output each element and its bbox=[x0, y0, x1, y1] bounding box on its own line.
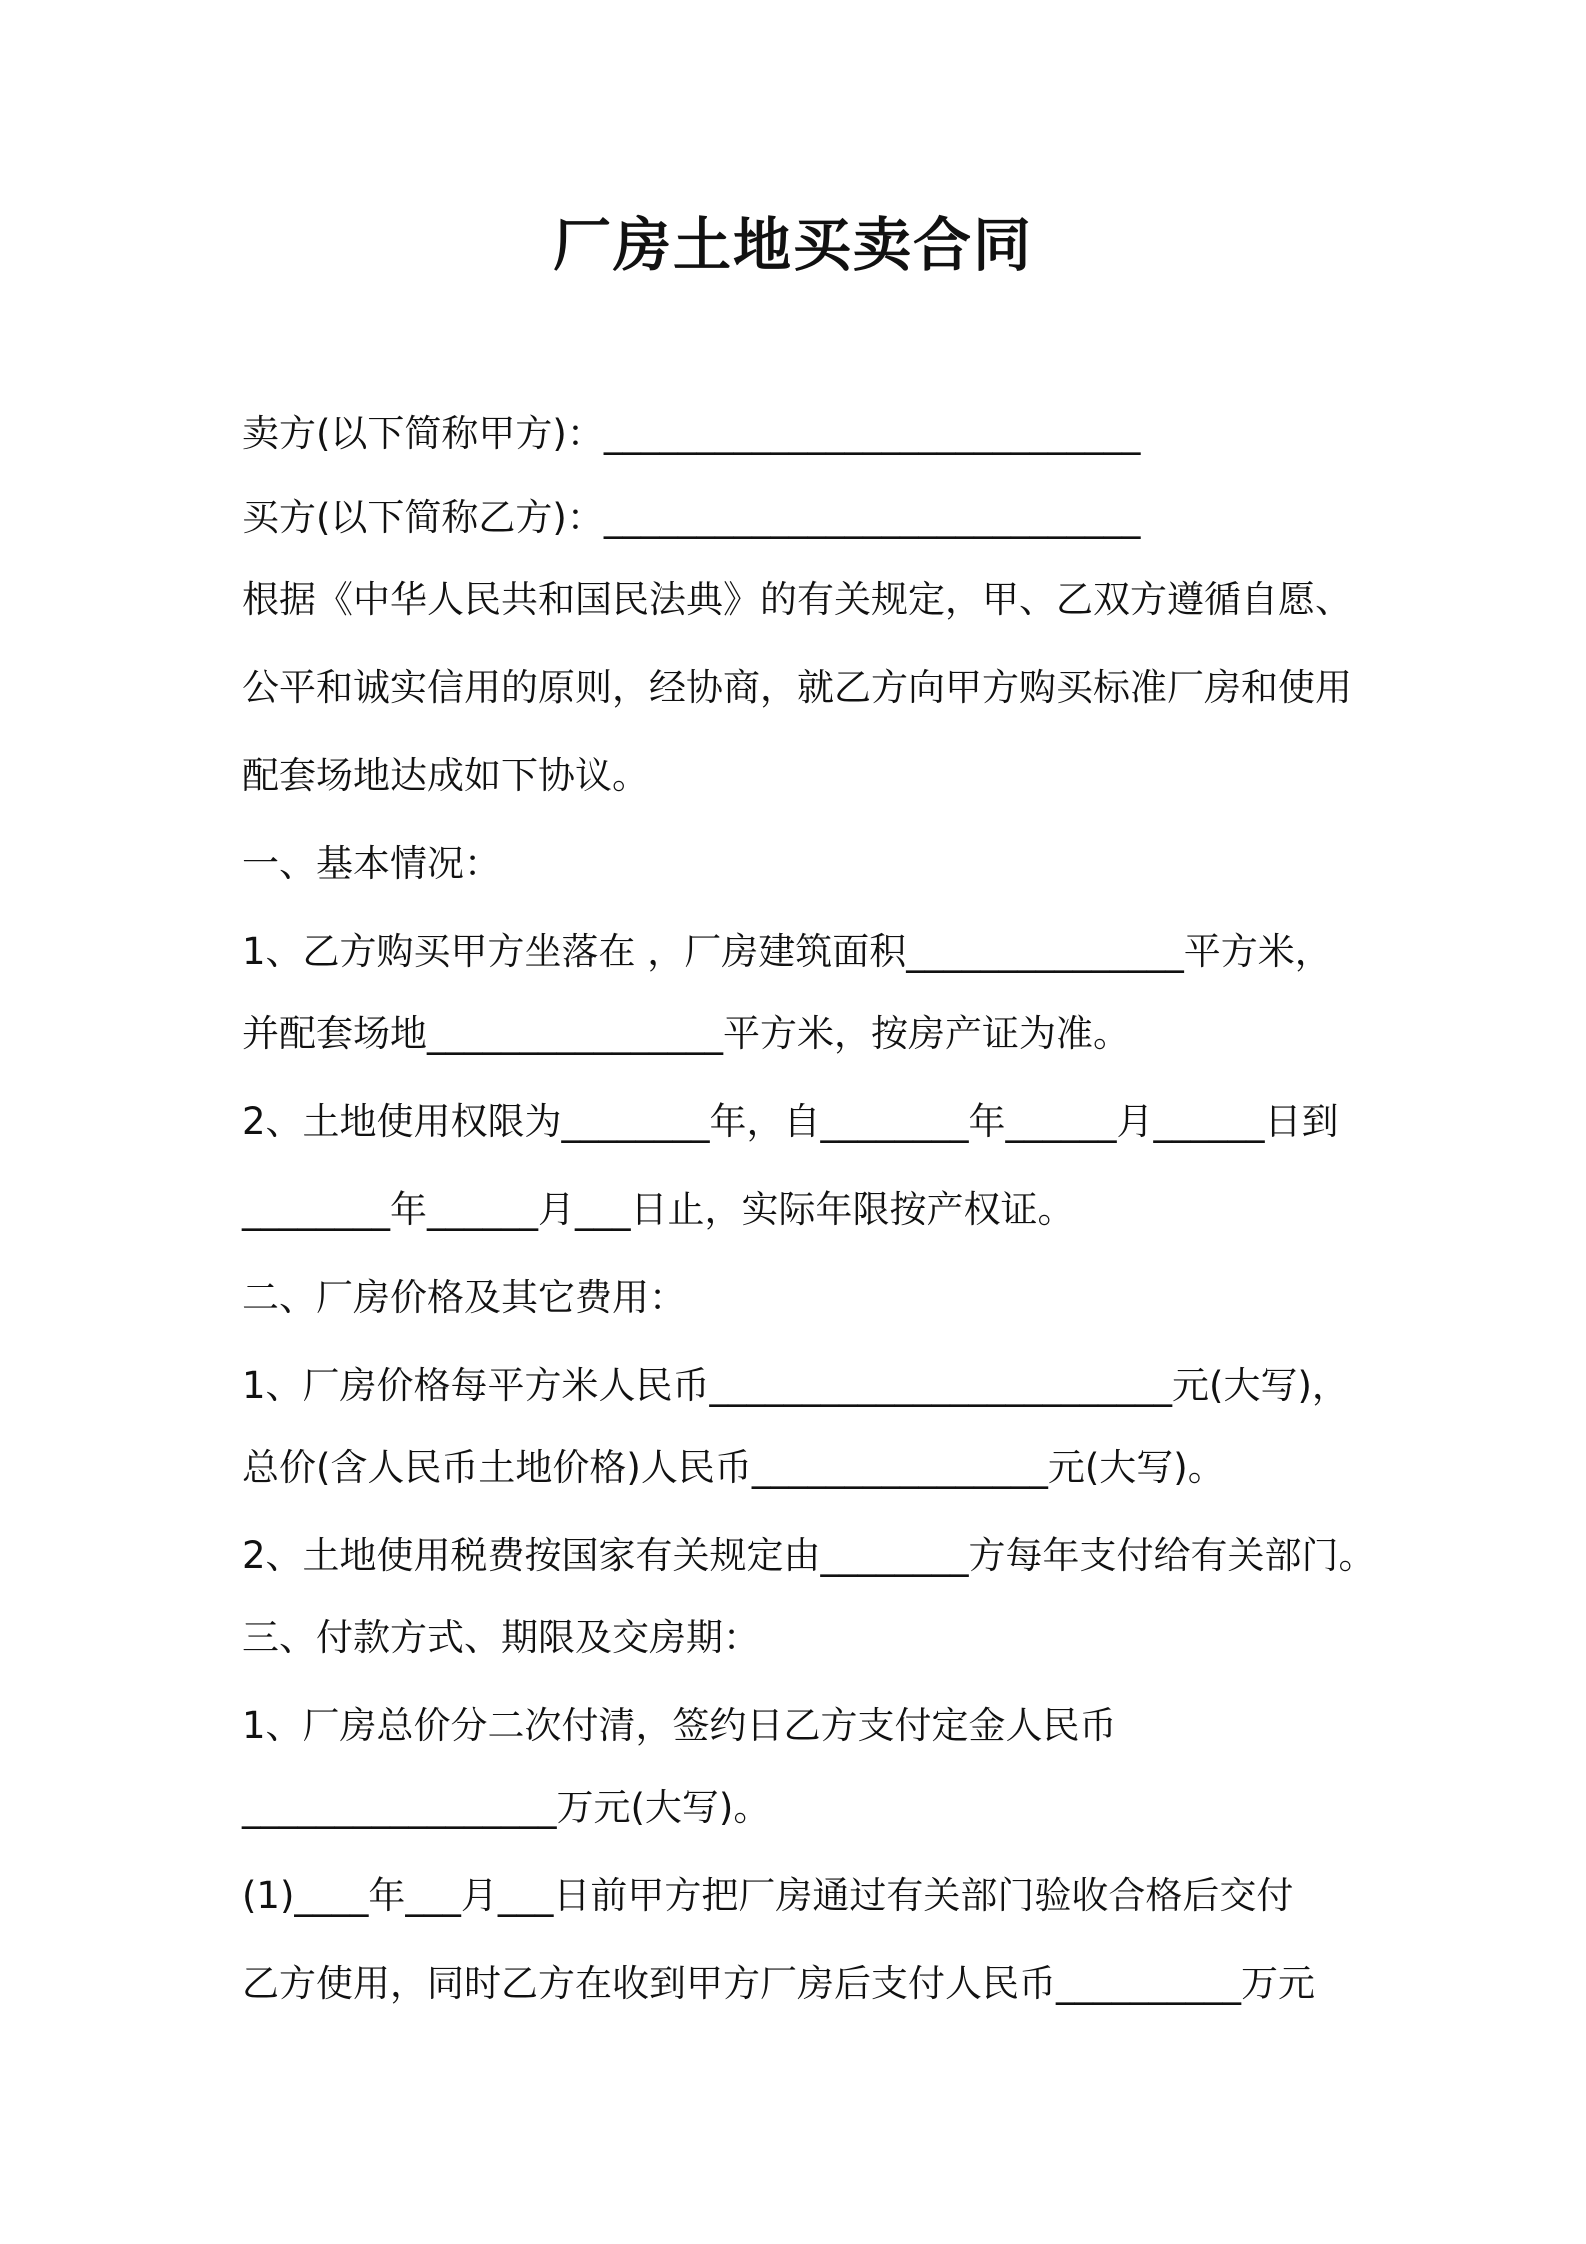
preamble-line-3: 配套场地达成如下协议。 bbox=[242, 754, 649, 797]
preamble-line-1: 根据《中华人民共和国民法典》的有关规定，甲、乙双方遵循自愿、 bbox=[242, 578, 1352, 621]
clause-3-1-1-line-2: 乙方使用，同时乙方在收到甲方厂房后支付人民币__________万元 bbox=[242, 1962, 1315, 2005]
clause-3-1-1-line-1: (1)____年___月___日前甲方把厂房通过有关部门验收合格后交付 bbox=[242, 1874, 1294, 1917]
clause-3-1-line-1: 1、厂房总价分二次付清，签约日乙方支付定金人民币 bbox=[242, 1704, 1117, 1747]
clause-1-2-line-2: ________年______月___日止，实际年限按产权证。 bbox=[242, 1188, 1075, 1231]
section-1-heading: 一、基本情况： bbox=[242, 842, 501, 885]
document-body bbox=[242, 408, 1392, 2010]
clause-2-1-line-2: 总价(含人民币土地价格)人民币________________元(大写)。 bbox=[242, 1446, 1225, 1489]
clause-2-1-line-1: 1、厂房价格每平方米人民币_________________________元(大写)， bbox=[242, 1364, 1349, 1407]
seller-line: 卖方(以下简称甲方)：_____________________________ bbox=[242, 412, 1141, 455]
clause-1-1-line-1: 1、乙方购买甲方坐落在 ，厂房建筑面积_______________平方米， bbox=[242, 930, 1332, 973]
document-title: 厂房土地买卖合同 bbox=[552, 211, 1033, 279]
clause-2-2-line: 2、土地使用税费按国家有关规定由________方每年支付给有关部门。 bbox=[242, 1534, 1376, 1577]
buyer-line: 买方(以下简称乙方)：_____________________________ bbox=[242, 496, 1141, 539]
clause-1-1-line-2: 并配套场地________________平方米，按房产证为准。 bbox=[242, 1012, 1130, 1055]
preamble-line-2: 公平和诚实信用的原则，经协商，就乙方向甲方购买标准厂房和使用 bbox=[242, 666, 1352, 709]
clause-3-1-line-2: _________________万元(大写)。 bbox=[242, 1786, 771, 1829]
clause-1-2-line-1: 2、土地使用权限为________年，自________年______月______日到 bbox=[242, 1100, 1339, 1143]
section-3-heading: 三、付款方式、期限及交房期： bbox=[242, 1616, 760, 1659]
section-2-heading: 二、厂房价格及其它费用： bbox=[242, 1276, 686, 1319]
